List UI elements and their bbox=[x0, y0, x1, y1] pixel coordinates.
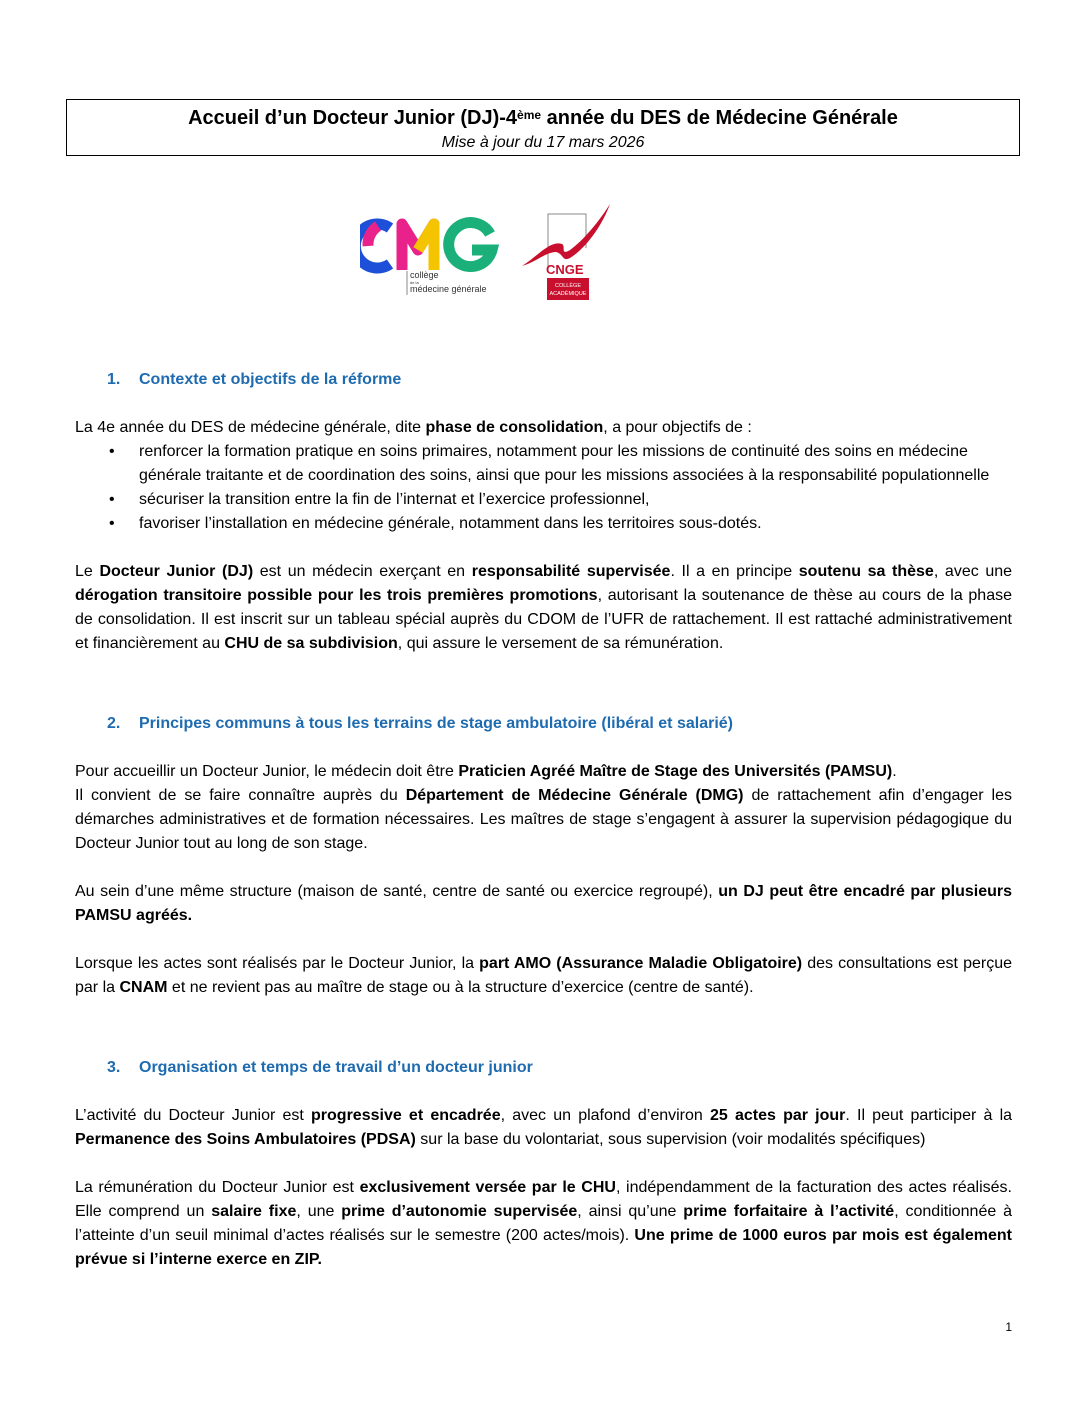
page-title: Accueil d’un Docteur Junior (DJ)-4ème année du DES de Médecine Générale bbox=[188, 107, 898, 129]
list-item: • favoriser l’installation en médecine générale, notamment dans les territoires sous-dotés. bbox=[109, 515, 762, 532]
section-2-paragraph-dmg: Il convient de se faire connaître auprès du Département de Médecine Générale (DMG) de rattachement afin d’engager les démarches administratives et de formation nécessaires. Les maîtres de stage s’engagent à assurer la supervision pédagogique du Docteur Junior tout au long de son stage. bbox=[75, 787, 1013, 852]
section-2-paragraph-pamsu: Pour accueillir un Docteur Junior, le médecin doit être Praticien Agréé Maître de Stage des Universités (PAMSU). bbox=[75, 763, 897, 780]
section-1-paragraph-dj: Le Docteur Junior (DJ) est un médecin exerçant en responsabilité supervisée. Il a en principe soutenu sa thèse, avec une dérogation transitoire possible pour les trois premières promotions, autorisant la soutenance de thèse au cours de la phase de consolidation. Il est inscrit sur un tableau spécial auprès du CDOM de l’UFR de rattachement. Il est rattaché administrativement et financièrement au CHU de sa subdivision, qui assure le versement de sa rémunération. bbox=[75, 563, 1013, 652]
cnge-logo bbox=[522, 204, 610, 300]
section-2-heading: 2. Principes communs à tous les terrains de stage ambulatoire (libéral et salarié) bbox=[107, 715, 733, 732]
title-box bbox=[66, 99, 1020, 156]
document-body bbox=[75, 368, 1012, 1272]
section-3-paragraph-remuneration: La rémunération du Docteur Junior est exclusivement versée par le CHU, indépendamment de la facturation des actes réalisés. Elle comprend un salaire fixe, une prime d’autonomie supervisée, ainsi qu’une prime forfaitaire à l’activité, conditionnée à l’atteinte d’un seuil minimal d’actes réalisés sur le semestre (200 actes/mois). Une prime de 1000 euros par mois est également prévue si l’interne exerce en ZIP. bbox=[75, 1179, 1013, 1268]
section-3-heading: 3. Organisation et temps de travail d’un docteur junior bbox=[107, 1059, 533, 1076]
logos bbox=[360, 200, 620, 305]
section-2-paragraph-amo: Lorsque les actes sont réalisés par le Docteur Junior, la part AMO (Assurance Maladie Obligatoire) des consultations est perçue par la CNAM et ne revient pas au maître de stage ou à la structure d’exercice (centre de santé). bbox=[75, 955, 1013, 996]
svg-text:de la: de la bbox=[410, 280, 419, 285]
list-item: • renforcer la formation pratique en soins primaires, notamment pour les missions de continuité des soins en médecine générale traitante et de coordination des soins, ainsi que pour les missions associées à la responsabilité populationnelle bbox=[109, 443, 990, 484]
section-1-heading: 1. Contexte et objectifs de la réforme bbox=[107, 371, 402, 388]
objectives-list bbox=[75, 440, 1012, 536]
svg-text:COLLÈGE: COLLÈGE bbox=[555, 283, 581, 289]
svg-text:médecine générale: médecine générale bbox=[410, 284, 487, 294]
svg-text:ACADÉMIQUE: ACADÉMIQUE bbox=[549, 291, 587, 297]
update-date: Mise à jour du 17 mars 2026 bbox=[441, 134, 645, 151]
section-3-paragraph-activity: L’activité du Docteur Junior est progressive et encadrée, avec un plafond d’environ 25 actes par jour. Il peut participer à la Permanence des Soins Ambulatoires (PDSA) sur la base du volontariat, sous supervision (voir modalités spécifiques) bbox=[75, 1107, 1013, 1148]
section-1-intro: La 4e année du DES de médecine générale, dite phase de consolidation, a pour objectifs de : bbox=[75, 419, 752, 436]
section-2-paragraph-structure: Au sein d’une même structure (maison de santé, centre de santé ou exercice regroupé), un DJ peut être encadré par plusieurs PAMSU agréés. bbox=[75, 883, 1013, 924]
svg-text:collège: collège bbox=[410, 270, 439, 280]
list-item: • sécuriser la transition entre la fin de l’internat et l’exercice professionnel, bbox=[109, 491, 650, 508]
svg-text:CNGE: CNGE bbox=[546, 262, 584, 277]
cmg-logo bbox=[360, 223, 492, 295]
page-number: 1 bbox=[1005, 1320, 1012, 1334]
